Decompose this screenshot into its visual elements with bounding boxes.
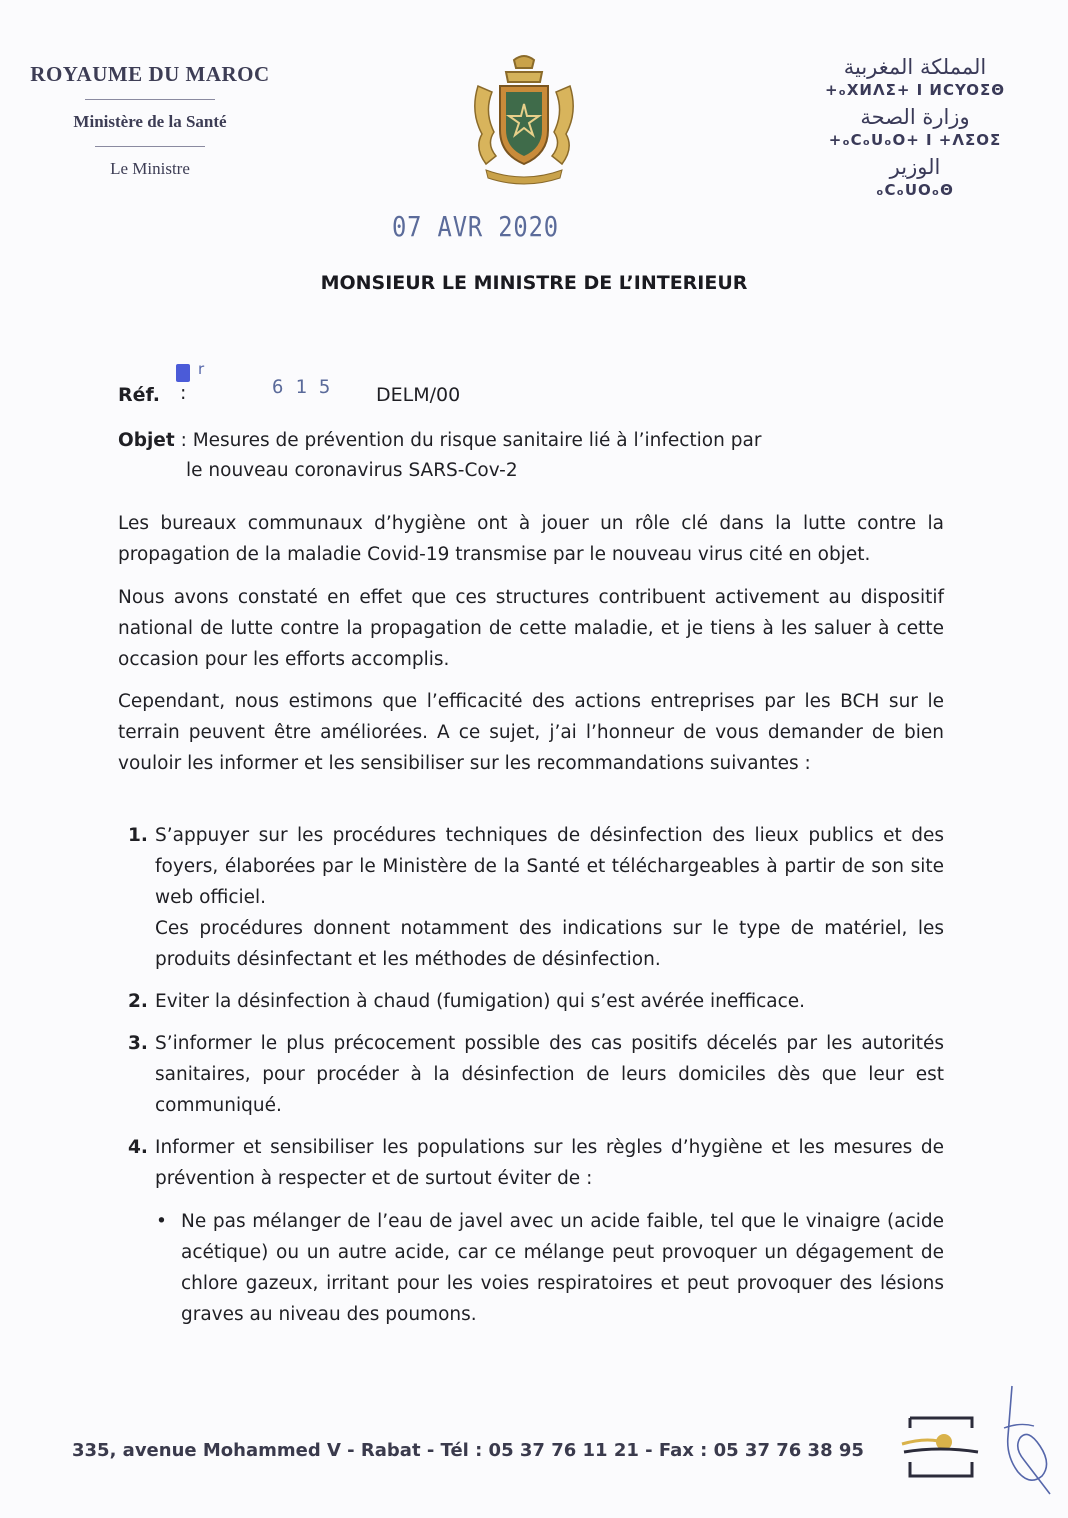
ink-mark — [176, 364, 190, 382]
ministry-logo-icon — [900, 1414, 982, 1480]
kingdom-name-tifinagh: +ₒXИΛΣ+ I ИCYOΣΘ — [824, 81, 1006, 99]
subject-line-1: : Mesures de prévention du risque sanitaire lié à l’infection par — [174, 430, 762, 451]
list-number: 1. — [128, 825, 148, 846]
minister-title-arabic: الوزير — [889, 155, 941, 179]
reference-code: DELM/00 — [376, 384, 461, 406]
ministry-name-arabic: وزارة الصحة — [860, 105, 970, 129]
list-item — [118, 820, 944, 975]
subject-line-2: le nouveau coronavirus SARS-Cov-2 — [186, 460, 518, 481]
list-item-text: S’appuyer sur les procédures techniques de désinfection des lieux publics et des foyers, élaborées par le Ministère de la Santé et téléchargeables à partir de son site web officiel. — [155, 825, 944, 908]
ministry-name: Ministère de la Santé — [73, 112, 227, 131]
list-item-text: Informer et sensibiliser les populations sur les règles d’hygiène et les mesures de prévention à respecter et de surtout éviter de : — [155, 1137, 944, 1189]
header-right — [790, 54, 1040, 204]
bullet-text: Ne pas mélanger de l’eau de javel avec un acide faible, tel que le vinaigre (acide acétique) ou un autre acide, car ce mélange peut provoquer un dégagement de chlore gazeux, irritant pour les voies respiratoires et peut provoquer des lésions graves au niveau des poumons. — [181, 1211, 944, 1325]
list-item — [118, 1132, 944, 1194]
header-left — [30, 62, 270, 179]
reference-number: 615 — [272, 376, 343, 398]
minister-title: Le Ministre — [110, 159, 190, 178]
minister-title-tifinagh: ₒCₒUOₒΘ — [876, 181, 954, 199]
coat-of-arms-icon — [456, 52, 592, 190]
kingdom-name-arabic: المملكة المغربية — [843, 55, 987, 79]
reference-label: Réf. — [118, 384, 160, 406]
handwritten-signature — [990, 1376, 1060, 1496]
paragraph: Cependant, nous estimons que l’efficacité des actions entreprises par les BCH sur le terrain peuvent être améliorées. A ce sujet, j’ai l’honneur de vous demander de bien vouloir les informer et les sensibiliser sur les recommandations suivantes : — [118, 691, 944, 774]
list-item-text: Eviter la désinfection à chaud (fumigation) qui s’est avérée inefficace. — [155, 991, 806, 1012]
list-item-note: Ces procédures donnent notamment des indications sur le type de matériel, les produits désinfectant et les méthodes de désinfection. — [155, 918, 944, 970]
bullet-icon: • — [156, 1211, 167, 1232]
reference-colon: : — [180, 382, 187, 404]
divider — [85, 99, 215, 100]
divider — [95, 146, 205, 147]
reference-mark: r — [198, 360, 205, 378]
paragraph: Nous avons constaté en effet que ces structures contribuent activement au dispositif national de lutte contre la propagation de cette maladie, et je tiens à les saluer à cette occasion pour les efforts accomplis. — [118, 587, 944, 670]
list-number: 2. — [128, 991, 148, 1012]
list-number: 4. — [128, 1137, 148, 1158]
list-number: 3. — [128, 1033, 148, 1054]
footer-address: 335, avenue Mohammed V - Rabat - Tél : 05 37 76 11 21 - Fax : 05 37 76 38 95 — [72, 1440, 864, 1461]
kingdom-name: ROYAUME DU MAROC — [30, 62, 270, 86]
subject-label: Objet — [118, 430, 175, 451]
bullet-item — [118, 1206, 944, 1330]
subject — [118, 426, 948, 486]
addressee: MONSIEUR LE MINISTRE DE L’INTERIEUR — [320, 272, 748, 294]
paragraph: Les bureaux communaux d’hygiène ont à jouer un rôle clé dans la lutte contre la propagation de la maladie Covid-19 transmise par le nouveau virus cité en objet. — [118, 513, 944, 565]
list-item — [118, 986, 944, 1017]
date-stamp: 07 AVR 2020 — [392, 210, 559, 243]
ministry-name-tifinagh: +ₒCₒUₒO+ I +ΛΣOΣ — [828, 131, 1002, 149]
list-item-text: S’informer le plus précocement possible des cas positifs décelés par les autorités sanitaires, pour procéder à la désinfection de leurs domiciles dès que leur est communiqué. — [155, 1033, 944, 1116]
list-item — [118, 1028, 944, 1121]
